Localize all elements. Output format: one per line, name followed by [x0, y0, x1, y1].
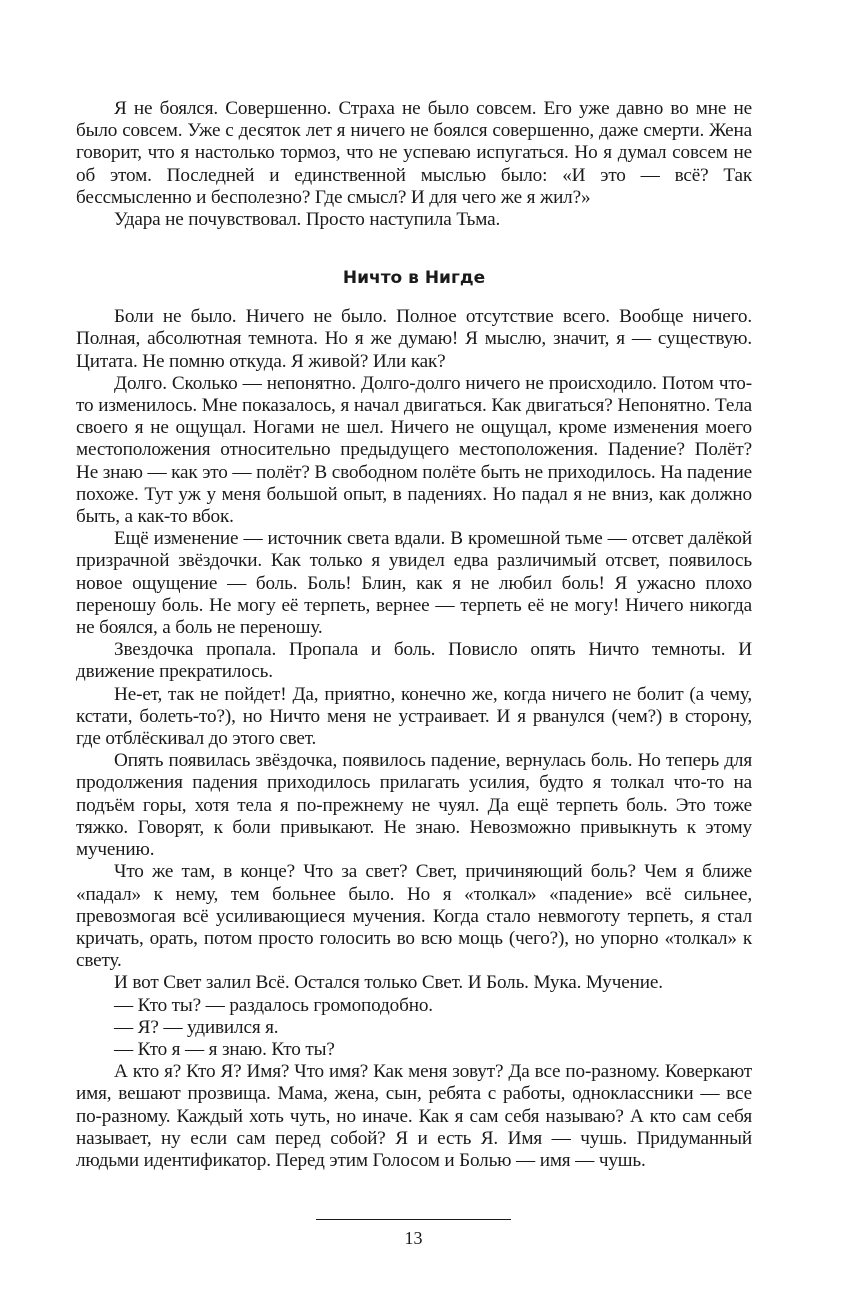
page-number: 13: [404, 1228, 423, 1248]
paragraph: Звездочка пропала. Пропала и боль. Повисло опять Ничто темноты. И движение прекратилось.: [76, 639, 752, 683]
paragraph: Что же там, в конце? Что за свет? Свет, причиняющий боль? Чем я ближе «падал» к нему, тем больнее было. Но я «толкал» «падение» всё сильнее, превозмогая всё усиливающиеся мучения. Когда стало невмоготу терпеть, я стал кричать, орать, потом просто голосить во всю мощь (чего?), но упорно «толкал» к свету.: [76, 861, 752, 972]
book-page-body: [76, 98, 752, 1172]
footer-divider: [316, 1219, 511, 1220]
dialog-line: — Я? — удивился я.: [114, 1016, 279, 1038]
chapter-section: [76, 306, 752, 1172]
paragraph: А кто я? Кто Я? Имя? Что имя? Как меня зовут? Да все по-разному. Коверкают имя, вешают прозвища. Мама, жена, сын, ребята с работы, одноклассники — все по-разному. Каждый хоть чуть, но иначе. Как я сам себя называю? А кто сам себя называет, ну если сам перед собой? Я и есть Я. Имя — чушь. Придуманный людьми идентификатор. Перед этим Голосом и Болью — имя — чушь.: [76, 1061, 752, 1171]
paragraph: Долго. Сколько — непонятно. Долго-долго ничего не происходило. Потом что-то изменилось. Мне показалось, я начал двигаться. Как двигаться? Непонятно. Тела своего я не ощущал. Ногами не шел. Ничего не ощущал, кроме изменения моего местоположения относительно предыдущего местоположения. Падение? Полёт? Не знаю — как это — полёт? В свободном полёте быть не приходилось. На падение похоже. Тут уж у меня большой опыт, в падениях. Но падал я не вниз, как должно быть, а как-то вбок.: [76, 372, 752, 528]
paragraph: Я не боялся. Совершенно. Страха не было совсем. Его уже давно во мне не было совсем. Уже с десяток лет я ничего не боялся совершенно, даже смерти. Жена говорит, что я настолько тормоз, что не успеваю испугаться. Но я думал совсем не об этом. Последней и единственной мыслью было: «И это — всё? Так бессмысленно и бесполезно? Где смысл? И для чего же я жил?»: [76, 98, 752, 208]
paragraph: Опять появилась звёздочка, появилось падение, вернулась боль. Но теперь для продолжения падения приходилось прилагать усилия, будто я толкал что-то на подъём горы, хотя тела я по-прежнему не чуял. Да ещё терпеть боль. Это тоже тяжко. Говорят, к боли привыкают. Не знаю. Невозможно привыкнуть к этому мучению.: [76, 750, 752, 861]
dialog-line: — Кто ты? — раздалось громоподобно.: [114, 994, 433, 1016]
paragraph: Удара не почувствовал. Просто наступила Тьма.: [114, 209, 501, 231]
chapter-title: Ничто в Нигде: [342, 268, 486, 289]
paragraph: Ещё изменение — источник света вдали. В кромешной тьме — отсвет далёкой призрачной звёздочки. Как только я увидел едва различимый отсвет, появилось новое ощущение — боль. Боль! Блин, как я не любил боль! Я ужасно плохо переношу боль. Не могу её терпеть, вернее — терпеть её не могу! Ничего никогда не боялся, а боль не переношу.: [76, 528, 752, 639]
dialog-line: — Кто я — я знаю. Кто ты?: [114, 1038, 335, 1060]
paragraph: И вот Свет залил Всё. Остался только Свет. И Боль. Мука. Мучение.: [114, 972, 663, 994]
paragraph: Не-ет, так не пойдет! Да, приятно, конечно же, когда ничего не болит (а чему, кстати, болеть-то?), но Ничто меня не устраивает. И я рванулся (чем?) в сторону, где отблёскивал до этого свет.: [76, 683, 752, 750]
intro-section: [76, 98, 752, 231]
paragraph: Боли не было. Ничего не было. Полное отсутствие всего. Вообще ничего. Полная, абсолютная темнота. Но я же думаю! Я мыслю, значит, я — существую. Цитата. Не помню откуда. Я живой? Или как?: [76, 306, 752, 372]
